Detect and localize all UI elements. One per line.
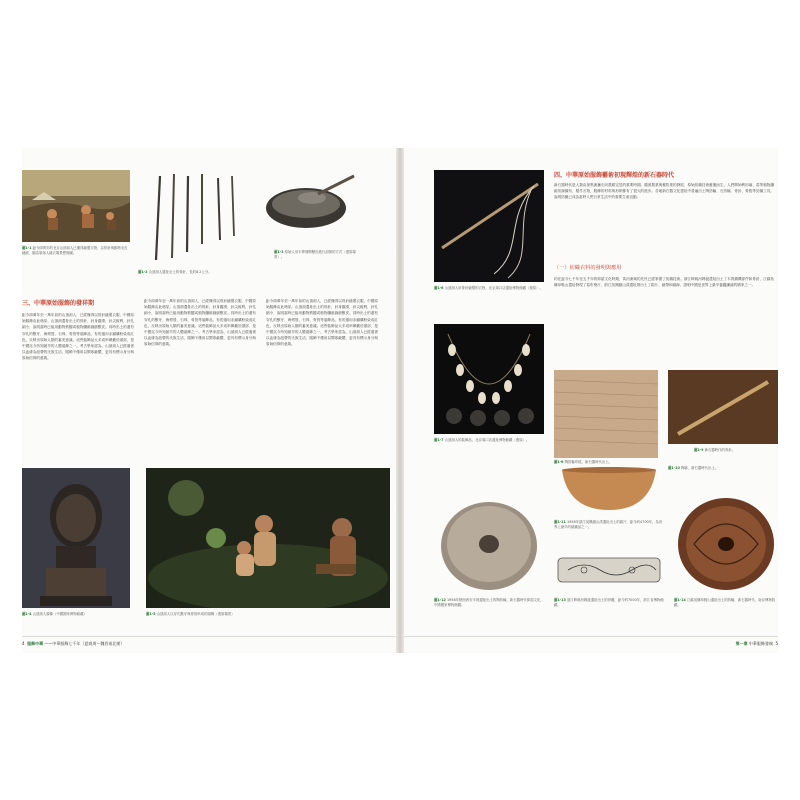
figure-caption-3: 圖1-3 原始人用木棒撐開獸皮進行刮削的方式（復原場景）。	[274, 250, 356, 259]
right-page	[404, 148, 778, 653]
caption-text: 陶缽，新石器時代出土。	[680, 466, 719, 470]
pottery-texture-photo	[554, 370, 658, 458]
body-column-1: 距今兩萬年至一萬年前的山頂洞人，已經懂得以骨針縫製衣服，中國原始服飾由此萌芽。山頂洞遺址出土的骨針，針身圓滑，針尖銳利，針孔細小，說明當時已能用動物筋腱或植物纖維縫綴獸皮。同時出土的還有穿孔的獸牙、海蚶殼、石珠、骨管等裝飾品，有的還用赤鐵礦粉染成紅色，反映出原始人類的審美意識。這些裝飾品大多成串佩戴於頸部，是中國迄今所知最早的人體裝飾之一。考古學家認為，山頂洞人已經過著以血緣為紐帶的氏族生活，服飾不僅用以禦寒蔽體，更具有標示身分與原始信仰的意義。	[22, 313, 134, 361]
caption-text: 山頂洞人的裝飾品，北京周口店遺址博物館藏（復原）。	[444, 438, 530, 442]
hide-scraping-photo	[258, 170, 360, 238]
bone-awl-photo	[668, 370, 778, 444]
needle-thread-photo	[434, 170, 544, 282]
page-number: 4	[22, 641, 25, 646]
caption-text: 浙江餘姚河姆渡遺址出土的骨雕，距今約7000年，浙江省博物館藏。	[554, 598, 664, 607]
caption-text: 陶紡輪印痕，新石器時代出土。	[564, 460, 613, 464]
body-column-3: 距今兩萬年至一萬年前的山頂洞人，已經懂得以骨針縫製衣服，中國原始服飾由此萌芽。山頂洞遺址出土的骨針，針身圓滑，針尖銳利，針孔細小，說明當時已能用動物筋腱或植物纖維縫綴獸皮。同時出土的還有穿孔的獸牙、海蚶殼、石珠、骨管等裝飾品，有的還用赤鐵礦粉染成紅色，反映出原始人類的審美意識。這些裝飾品大多成串佩戴於頸部，是中國迄今所知最早的人體裝飾之一。考古學家認為，山頂洞人已經過著以血緣為紐帶的氏族生活，服飾不僅用以禦寒蔽體，更具有標示身分與原始信仰的意義。	[266, 299, 378, 347]
bone-needles-photo	[138, 170, 248, 265]
caption-text: 1958年陝西西安半坡遺址出土的陶紡輪，新石器時代仰韶文化，中國國家博物館藏。	[434, 598, 544, 607]
cave-people-diorama-photo	[146, 468, 390, 608]
caption-text: 山頂洞人遺址出土的骨針，長約8.2公分。	[148, 270, 212, 274]
figure-caption-7: 圖1-7 山頂洞人的裝飾品，北京周口店遺址博物館藏（復原）。	[434, 438, 530, 442]
caption-text: 山頂洞人以穿孔獸牙與骨管串成的頸飾（復原場景）	[156, 612, 235, 616]
peking-man-bust-photo	[22, 468, 130, 608]
pottery-bowl-photo	[554, 466, 664, 512]
figure-caption-13: 圖1-13 浙江餘姚河姆渡遺址出土的骨雕，距今約7000年，浙江省博物館藏。	[554, 598, 664, 607]
left-page	[22, 148, 396, 653]
book-gutter	[396, 148, 404, 653]
caption-text: 距今兩萬年的北京山頂洞人已懂得縫製衣物，以骨針與動物毛皮縫綴，圖為原始人縫衣場景想像圖。	[22, 246, 128, 255]
book-subtitle: ——中華服飾七千年（夏商周～魏晉南北朝）	[44, 641, 125, 646]
caption-text: 山頂洞人頭像（中國國家博物館藏）	[32, 612, 87, 616]
body-column-2: 距今兩萬年至一萬年前的山頂洞人，已經懂得以骨針縫製衣服，中國原始服飾由此萌芽。山頂洞遺址出土的骨針，針身圓滑，針尖銳利，針孔細小，說明當時已能用動物筋腱或植物纖維縫綴獸皮。同時出土的還有穿孔的獸牙、海蚶殼、石珠、骨管等裝飾品，有的還用赤鐵礦粉染成紅色，反映出原始人類的審美意識。這些裝飾品大多成串佩戴於頸部，是中國迄今所知最早的人體裝飾之一。考古學家認為，山頂洞人已經過著以血緣為紐帶的氏族生活，服飾不僅用以禦寒蔽體，更具有標示身分與原始信仰的意義。	[144, 299, 256, 347]
carved-bone-photo	[554, 548, 664, 592]
section-title-4: 四、中華原始服飾藝術初現輝煌的新石器時代	[554, 172, 675, 179]
figure-caption-8: 圖1-8 陶紡輪印痕，新石器時代出土。	[554, 460, 613, 464]
section-title-3: 三、中華原始服飾的發祥期	[22, 300, 95, 307]
footer-rule	[404, 636, 778, 637]
shell-necklace-photo	[434, 324, 544, 434]
page-number: 5	[775, 641, 778, 646]
caption-text: 1958年浙江吳興錢山漾遺址出土的絹片，距今約4700年，為世界上最早的絲織品之一。	[554, 520, 663, 529]
figure-caption-5: 圖1-5 山頂洞人以穿孔獸牙與骨管串成的頸飾（復原場景）	[146, 612, 235, 616]
right-folio	[736, 641, 778, 647]
caption-text: 原始人用木棒撐開獸皮進行刮削的方式（復原場景）。	[274, 250, 356, 259]
figure-caption-6: 圖1-6 山頂洞人用骨針縫製的衣物，北京周口店遺址博物館藏（復原）。	[434, 286, 543, 290]
figure-caption-14: 圖1-14 江蘇吳縣草鞋山遺址出土的紡輪，新石器時代，南京博物院藏。	[674, 598, 776, 607]
caption-text: 江蘇吳縣草鞋山遺址出土的紡輪，新石器時代，南京博物院藏。	[674, 598, 776, 607]
book-title: 服飾中華	[27, 641, 44, 646]
body-second: 約在距今七千年至五千年的仰韶文化時期，黃河流域的先民已經掌握了紡織技術。浙江餘姚河姆渡遺址出土了木質織機部件和骨針，江蘇吳縣草鞋山遺址發現了葛布殘片，浙江吳興錢山漾遺址則出土了絹片、絲帶和絲線，證明中國是世界上最早養蠶繅絲的國家之一。	[554, 277, 774, 288]
footer-rule	[22, 636, 396, 637]
body-intro: 新石器時代是人類由採集漁獵走向農耕定居的重要時期。隨著農業與畜牧業的發展，原始紡織技術應運而生，人們開始利用麻、葛等植物纖維紡線織布，製作衣物，服飾的材料與形制都有了很大的進步。各地新石器文化遺址中普遍出土陶紡輪、石紡輪、骨針、骨梭等紡織工具，說明紡織已成為當時人們日常生活中的重要生產活動。	[554, 183, 774, 200]
figure-caption-11: 圖1-11 1958年浙江吳興錢山漾遺址出土的絹片，距今約4700年，為世界上最早的絲織品之一。	[554, 520, 663, 529]
stone-spindle-whorl-photo	[434, 494, 544, 594]
figure-caption-1: 圖1-1 距今兩萬年的北京山頂洞人已懂得縫製衣物，以骨針與動物毛皮縫綴，圖為原始人縫衣場景想像圖。	[22, 246, 128, 255]
cave-life-painting	[22, 170, 130, 242]
caption-text: 新石器時代的骨針。	[704, 448, 736, 452]
figure-caption-4: 圖1-4 山頂洞人頭像（中國國家博物館藏）	[22, 612, 87, 616]
chapter-label: 第一章	[735, 641, 748, 646]
figure-caption-12: 圖1-12 1958年陝西西安半坡遺址出土的陶紡輪，新石器時代仰韶文化，中國國家博物館藏。	[434, 598, 544, 607]
figure-caption-10: 圖1-10 陶缽，新石器時代出土。	[668, 466, 719, 470]
sub-title-1: （一）紡織衣料的發明與應用	[554, 265, 622, 271]
left-folio	[22, 641, 124, 647]
figure-caption-2: 圖1-2 山頂洞人遺址出土的骨針，長約8.2公分。	[138, 270, 212, 274]
pottery-spindle-whorl-photo	[674, 494, 778, 594]
figure-caption-9: 圖1-9 新石器時代的骨針。	[694, 448, 736, 452]
chapter-title: 中華服飾發端	[748, 641, 773, 646]
caption-text: 山頂洞人用骨針縫製的衣物，北京周口店遺址博物館藏（復原）。	[444, 286, 543, 290]
